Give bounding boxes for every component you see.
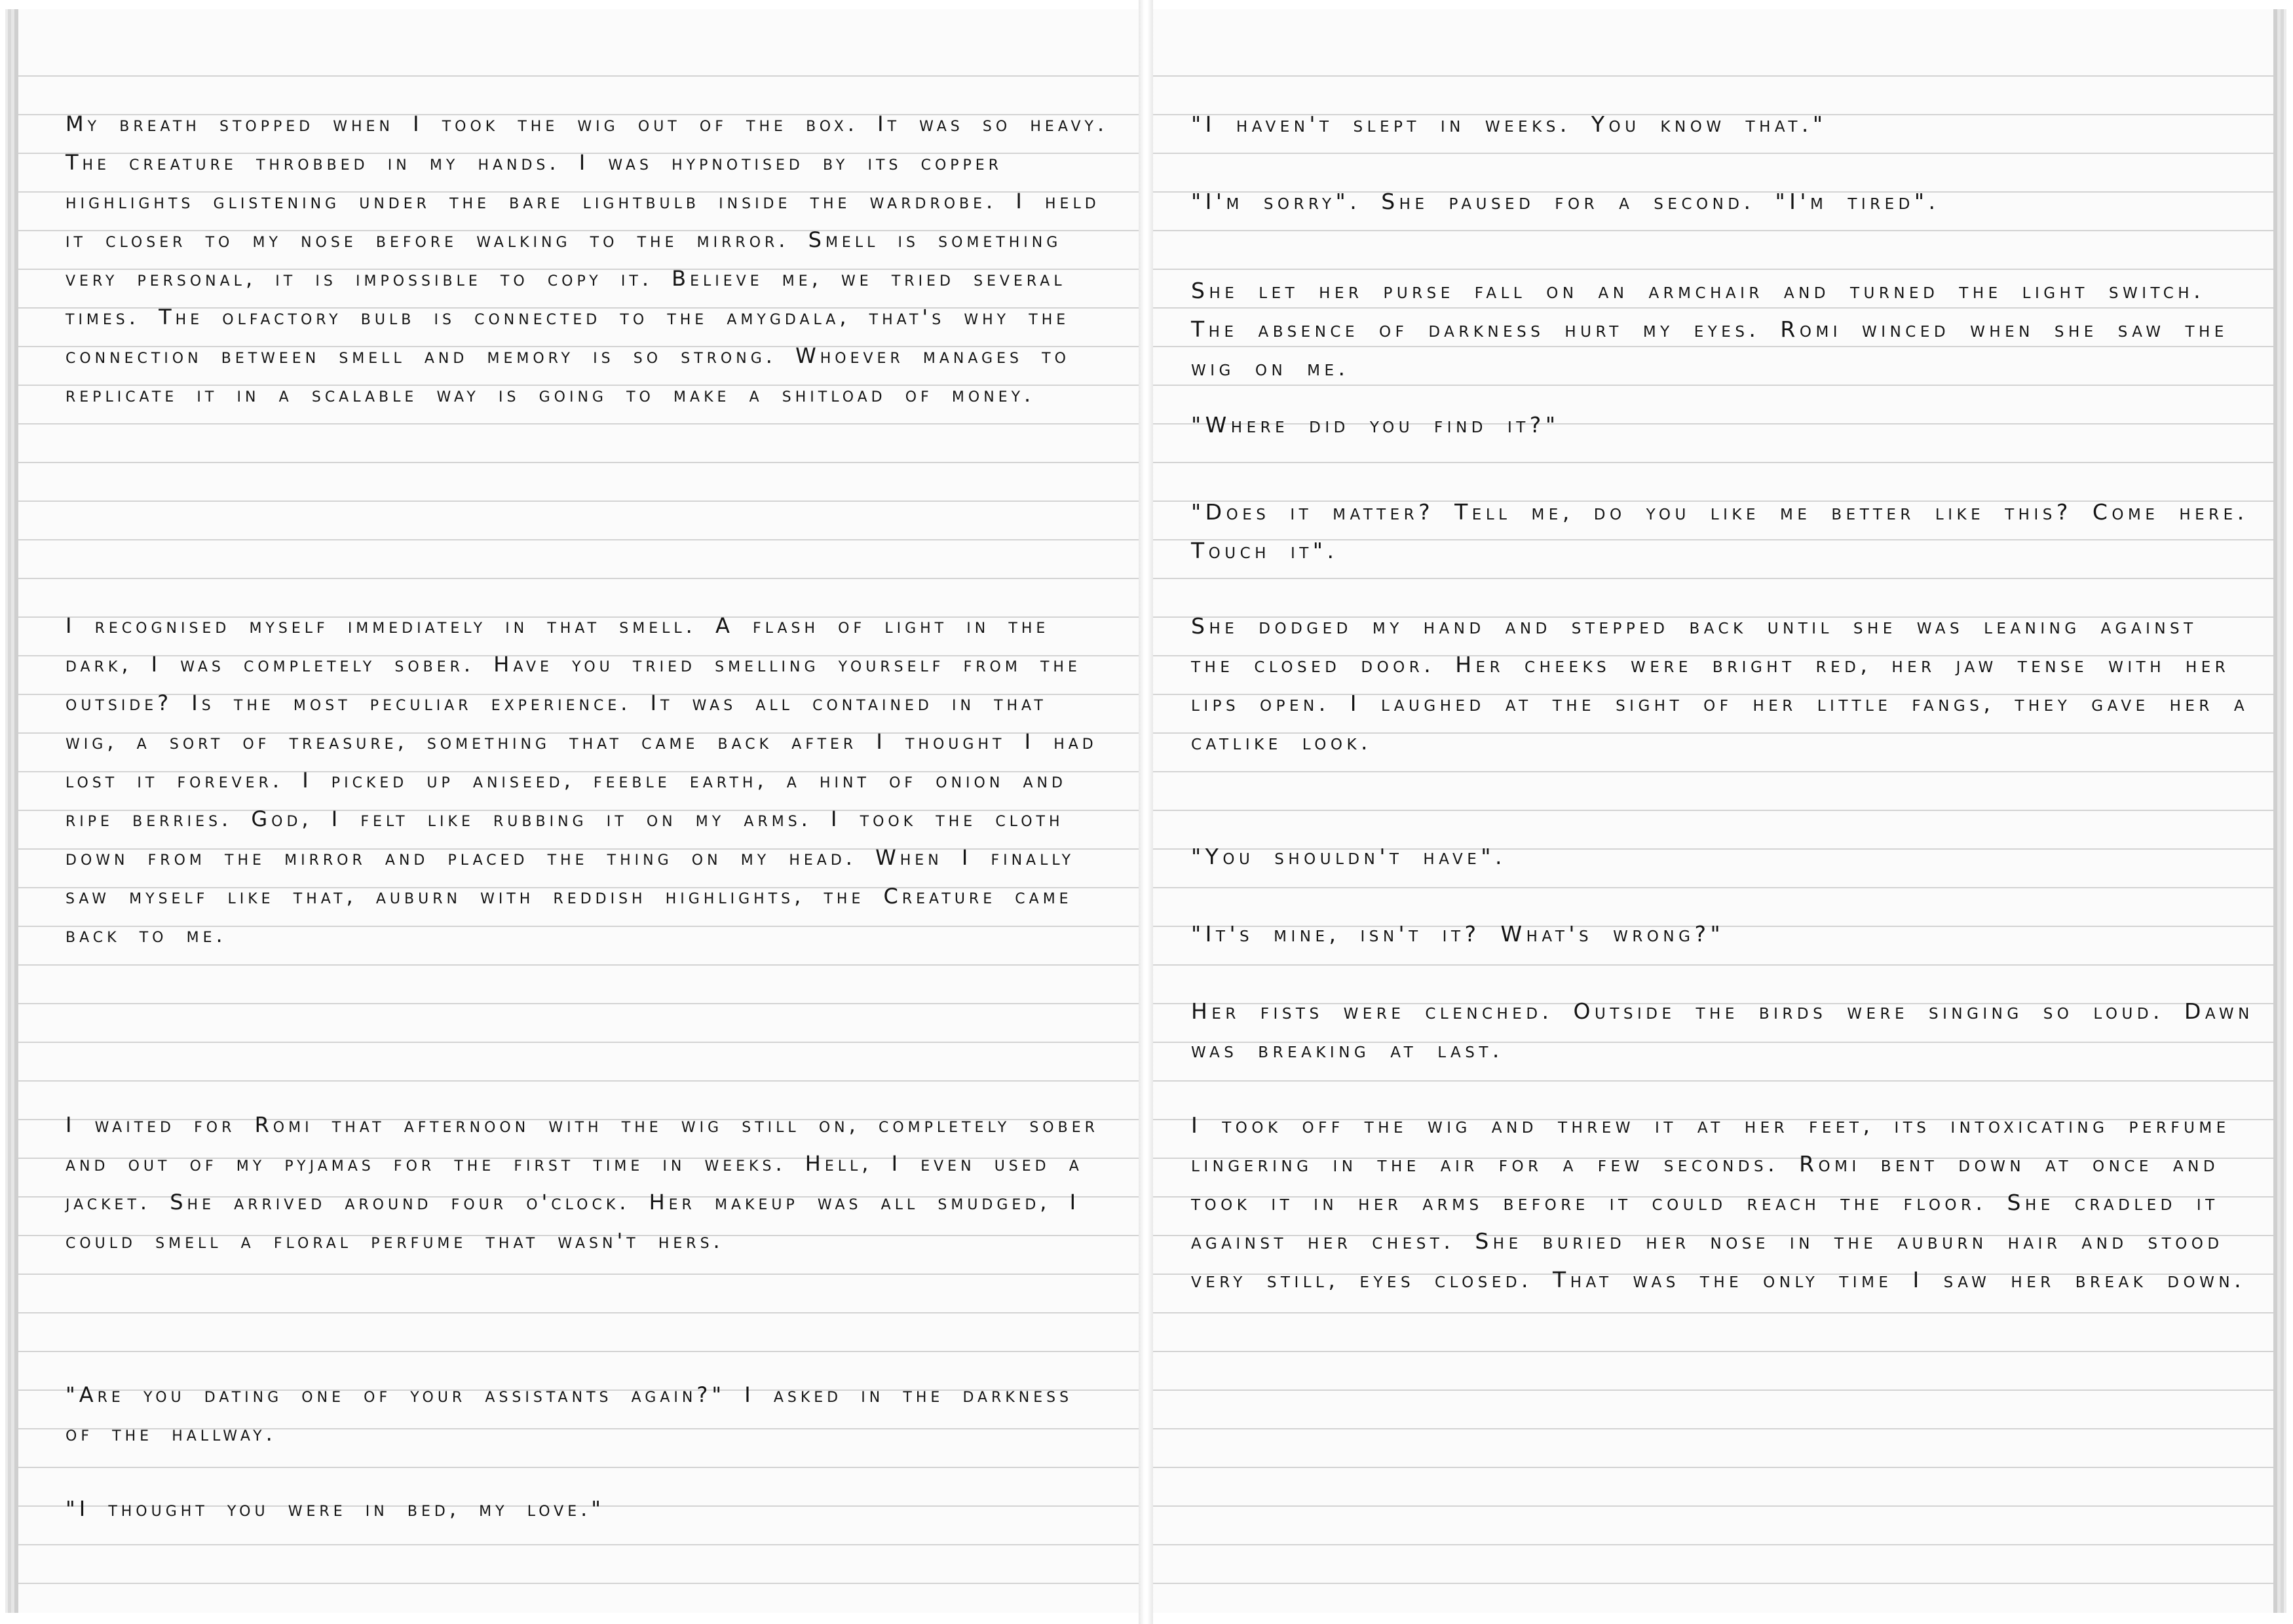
right-paragraph-3: She let her purse fall on an armchair and turned the light switch. The absence of darkness hurt my eyes. Romi winced when she saw the wig on me. xyxy=(1191,278,2228,381)
right-paragraph-5: "Does it matter? Tell me, do you like me better like this? Come here. Touch it". xyxy=(1191,499,2248,563)
right-paragraph-7: "You shouldn't have". xyxy=(1191,844,1506,869)
right-paragraph-2: "I'm sorry". She paused for a second. "I'm tired". xyxy=(1191,189,1940,214)
left-paragraph-4: "Are you dating one of your assistants again?" I asked in the darkness of the hallway. xyxy=(66,1382,1073,1446)
left-paragraph-3: I waited for Romi that afternoon with the wig still on, completely sober and out of my pyjamas for the first time in weeks. Hell, I even used a jacket. She arrived around four o'clock. Her makeup was all smudged, I could smell a floral perfume that wasn't hers. xyxy=(66,1112,1099,1253)
book-gutter xyxy=(1139,0,1153,1624)
right-paragraph-4: "Where did you find it?" xyxy=(1191,412,1560,438)
right-paragraph-1: "I haven't slept in weeks. You know that." xyxy=(1191,111,1827,137)
left-paragraph-5: "I thought you were in bed, my love." xyxy=(66,1496,605,1521)
right-paragraph-10: I took off the wig and threw it at her feet, its intoxicating perfume lingering in the air for a few seconds. Romi bent down at once and took it in her arms before it could reach the floor. She cradled it against her chest. She buried her nose in the auburn hair and stood very still, eyes closed. That was the only time I saw her break down. xyxy=(1191,1112,2246,1293)
left-page xyxy=(14,9,1139,1613)
right-paragraph-8: "It's mine, isn't it? What's wrong?" xyxy=(1191,921,1725,947)
right-paragraph-6: She dodged my hand and stepped back until she was leaning against the closed door. Her cheeks were bright red, her jaw tense with her lips open. I laughed at the sight of her little fangs, they gave her a catlike look. xyxy=(1191,613,2249,755)
right-paragraph-9: Her fists were clenched. Outside the birds were singing so loud. Dawn was breaking at last. xyxy=(1191,998,2254,1063)
right-page xyxy=(1153,9,2277,1613)
left-paragraph-1: My breath stopped when I took the wig out of the box. It was so heavy. The creature throbbed in my hands. I was hypnotised by its copper highlights glistening under the bare lightbulb inside the wardrobe. I held it closer to my nose before walking to the mirror. Smell is something very personal, it is impossible to copy it. Believe me, we tried several times. The olfactory bulb is connected to the amygdala, that's why the connection between smell and memory is so strong. Whoever manages to replicate it in a scalable way is going to make a shitload of money. xyxy=(66,111,1109,407)
left-paragraph-2: I recognised myself immediately in that smell. A flash of light in the dark, I was completely sober. Have you tried smelling yourself from the outside? Is the most peculiar experience. It was all contained in that wig, a sort of treasure, something that came back after I thought I had lost it forever. I picked up aniseed, feeble earth, a hint of onion and ripe berries. God, I felt like rubbing it on my arms. I took the cloth down from the mirror and placed the thing on my head. When I finally saw myself like that, auburn with reddish highlights, the Creature came back to me. xyxy=(66,613,1097,947)
